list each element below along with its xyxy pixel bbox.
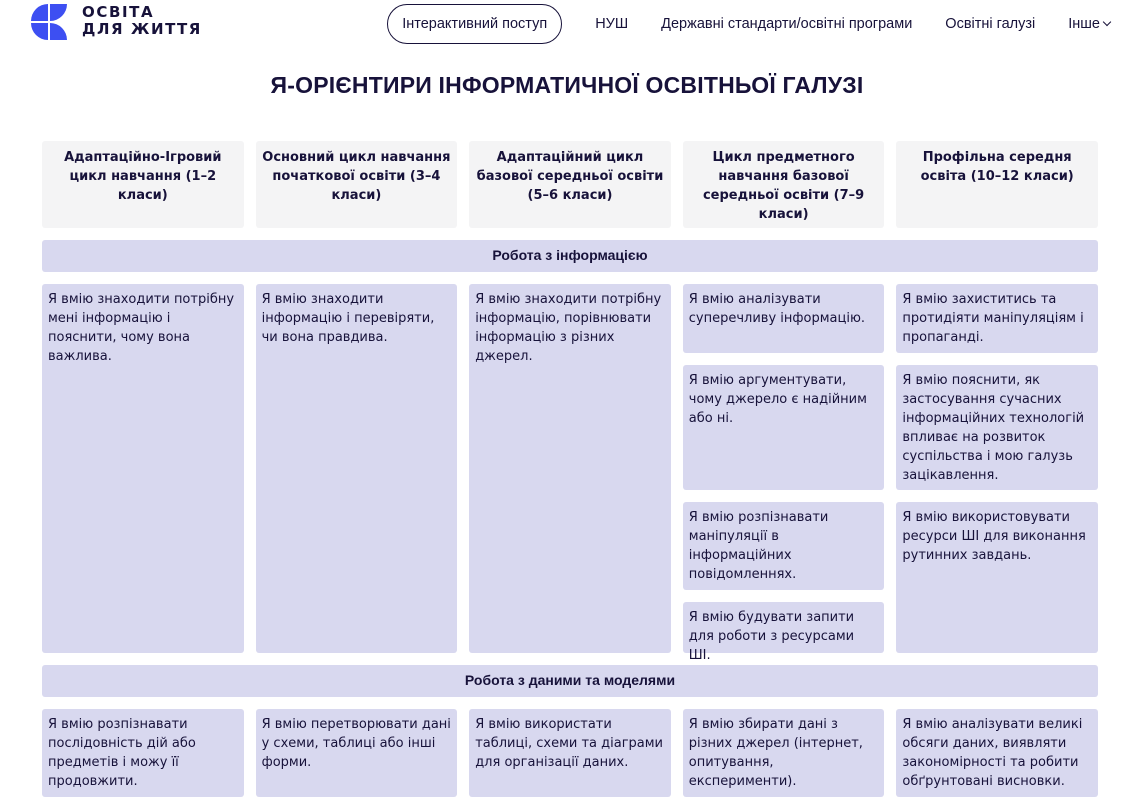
section-header: Робота з даними та моделями	[42, 665, 1098, 697]
skill-cell: Я вмію перетворювати дані у схеми, таблиці або інші форми.	[256, 709, 458, 797]
column-header: Адаптаційно-Ігровий цикл навчання (1–2 класи)	[42, 141, 244, 228]
site-header	[0, 0, 1134, 50]
page-title: Я-ОРІЄНТИРИ ІНФОРМАТИЧНОЇ ОСВІТНЬОЇ ГАЛУЗІ	[270, 72, 864, 98]
skill-cell: Я вмію використовувати ресурси ШІ для виконання рутинних завдань.	[896, 502, 1098, 653]
nav-fields[interactable]: Освітні галузі	[945, 16, 1036, 32]
column-header: Адаптаційний цикл базової середньої освіти (5–6 класи)	[469, 141, 671, 228]
skill-cell: Я вмію аналізувати великі обсяги даних, виявляти закономірності та робити обґрунтовані висновки.	[896, 709, 1098, 797]
nav-other-label: Інше	[1068, 16, 1100, 32]
nav-other[interactable]	[1068, 16, 1110, 32]
skill-cell: Я вмію знаходити потрібну мені інформацію і пояснити, чому вона важлива.	[42, 284, 244, 653]
skill-cell: Я вмію захиститись та протидіяти маніпуляціям і пропаганді.	[896, 284, 1098, 353]
skill-cell: Я вмію розпізнавати послідовність дій або предметів і можу її продовжити.	[42, 709, 244, 797]
column-header: Профільна середня освіта (10–12 класи)	[896, 141, 1098, 228]
nav-interactive-progress[interactable]: Інтерактивний поступ	[387, 4, 562, 44]
main-nav	[387, 4, 1110, 44]
column-headers	[42, 141, 1098, 228]
logo-line1: ОСВІТА	[82, 3, 155, 21]
column-header: Цикл предметного навчання базової середньої освіти (7–9 класи)	[683, 141, 885, 228]
column-header: Основний цикл навчання початкової освіти (3–4 класи)	[256, 141, 458, 228]
skill-cell: Я вмію використати таблиці, схеми та діаграми для організації даних.	[469, 709, 671, 797]
nav-standards[interactable]: Державні стандарти/освітні програми	[661, 16, 913, 32]
skill-cell: Я вмію збирати дані з різних джерел (інтернет, опитування, експерименти).	[683, 709, 885, 797]
skill-cell: Я вмію аналізувати суперечливу інформацію.	[683, 284, 885, 353]
skill-cell: Я вмію пояснити, як застосування сучасних інформаційних технологій впливає на розвиток суспільства і мою галузь зацікавлення.	[896, 365, 1098, 490]
skill-cell: Я вмію розпізнавати маніпуляції в інформаційних повідомленнях.	[683, 502, 885, 590]
skill-cell: Я вмію будувати запити для роботи з ресурсами ШІ.	[683, 602, 885, 653]
section-header: Робота з інформацією	[42, 240, 1098, 272]
skill-cell: Я вмію знаходити потрібну інформацію, порівнювати інформацію з різних джерел.	[469, 284, 671, 653]
skill-cell: Я вмію аргументувати, чому джерело є надійним або ні.	[683, 365, 885, 490]
logo-line2: ДЛЯ ЖИТТЯ	[82, 20, 202, 38]
chevron-down-icon	[1103, 18, 1111, 26]
skill-cell: Я вмію знаходити інформацію і перевіряти, чи вона правдива.	[256, 284, 458, 653]
logo-text[interactable]	[82, 4, 202, 38]
section-row	[42, 284, 1098, 663]
orientation-grid	[42, 141, 1098, 797]
section-row	[42, 709, 1098, 797]
logo-icon[interactable]	[31, 4, 67, 40]
nav-nush[interactable]: НУШ	[595, 16, 629, 32]
